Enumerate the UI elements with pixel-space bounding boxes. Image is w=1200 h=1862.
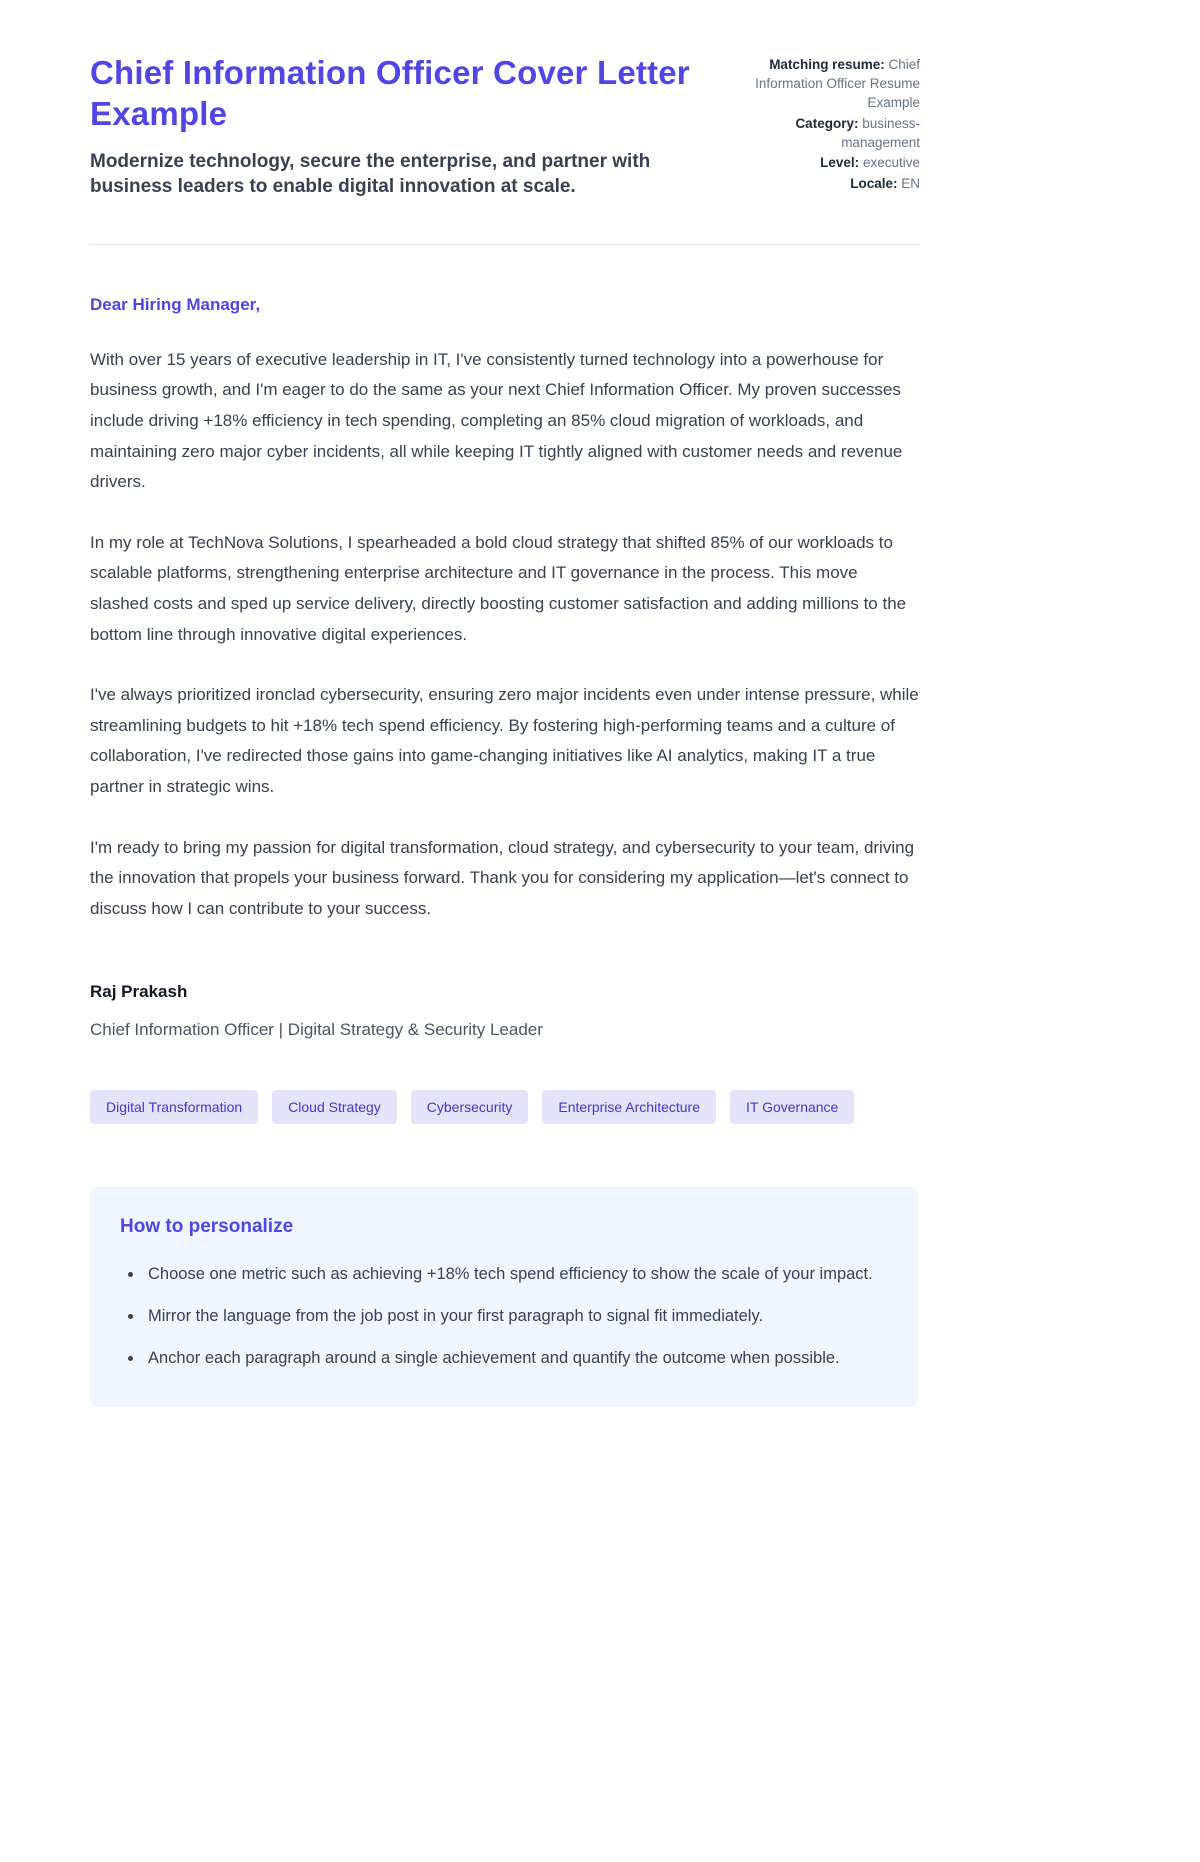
tag-chip-it-governance[interactable]: IT Governance <box>730 1090 854 1124</box>
meta-level <box>725 154 920 173</box>
header <box>90 52 920 200</box>
personalize-heading: How to personalize <box>120 1216 294 1238</box>
signature-name: Raj Prakash <box>90 982 188 1002</box>
meta-matching-resume <box>725 56 920 113</box>
tag-chip-cloud-strategy[interactable]: Cloud Strategy <box>272 1090 397 1124</box>
page-title: Chief Information Officer Cover Letter Example <box>90 54 690 133</box>
meta-label: Locale: <box>850 176 898 192</box>
meta-value: business-management <box>841 115 920 150</box>
tag-list <box>90 1090 920 1124</box>
page-subtitle: Modernize technology, secure the enterprise, and partner with business leaders to enable digital innovation at scale. <box>90 150 651 198</box>
tag-chip-enterprise-architecture[interactable]: Enterprise Architecture <box>542 1090 716 1124</box>
letter-paragraph: With over 15 years of executive leadership in IT, I've consistently turned technology into a powerhouse for business growth, and I'm eager to do the same as your next Chief Information Officer. My proven successes include driving +18% efficiency in tech spending, completing an 85% cloud migration of workloads, and maintaining zero major cyber incidents, all while keeping IT tightly aligned with customer needs and revenue drivers. <box>90 349 903 492</box>
meta-label: Level: <box>820 155 860 171</box>
tag-chip-digital-transformation[interactable]: Digital Transformation <box>90 1090 258 1124</box>
meta-value: executive <box>862 155 920 171</box>
meta-label: Matching resume: <box>769 57 885 72</box>
letter-body <box>90 295 920 1408</box>
meta-category <box>725 115 920 153</box>
personalize-tip: • Anchor each paragraph around a single achievement and quantify the outcome when possible. <box>144 1344 888 1374</box>
letter-paragraph: I'm ready to bring my passion for digital transformation, cloud strategy, and cybersecurity to your team, driving the innovation that propels your business forward. Thank you for considering my application—let's connect to discuss how I can contribute to your success. <box>90 837 915 918</box>
meta-value: Chief Information Officer Resume Example <box>755 57 920 110</box>
meta-value: EN <box>901 176 920 192</box>
personalize-callout <box>90 1186 918 1407</box>
personalize-tip-list <box>120 1260 888 1373</box>
letter-paragraph: In my role at TechNova Solutions, I spearheaded a bold cloud strategy that shifted 85% of our workloads to scalable platforms, strengthening enterprise architecture and IT governance in the process. This move slashed costs and sped up service delivery, directly boosting customer satisfaction and adding millions to the bottom line through innovative digital experiences. <box>90 532 907 644</box>
salutation: Dear Hiring Manager, <box>90 294 261 314</box>
signature-title: Chief Information Officer | Digital Strategy & Security Leader <box>90 1020 543 1040</box>
header-left <box>90 52 690 200</box>
meta-block <box>725 52 920 196</box>
tag-chip-cybersecurity[interactable]: Cybersecurity <box>411 1090 529 1124</box>
personalize-tip: • Choose one metric such as achieving +18% tech spend efficiency to show the scale of your impact. <box>144 1260 888 1290</box>
meta-locale <box>725 175 920 194</box>
letter-paragraph: I've always prioritized ironclad cybersecurity, ensuring zero major incidents even under intense pressure, while streamlining budgets to hit +18% tech spend efficiency. By fostering high-performing teams and a culture of collaboration, I've redirected those gains into game-changing initiatives like AI analytics, making IT a true partner in strategic wins. <box>90 685 919 796</box>
personalize-tip: • Mirror the language from the job post in your first paragraph to signal fit immediately. <box>144 1302 888 1332</box>
meta-label: Category: <box>795 115 859 131</box>
divider <box>90 244 920 245</box>
